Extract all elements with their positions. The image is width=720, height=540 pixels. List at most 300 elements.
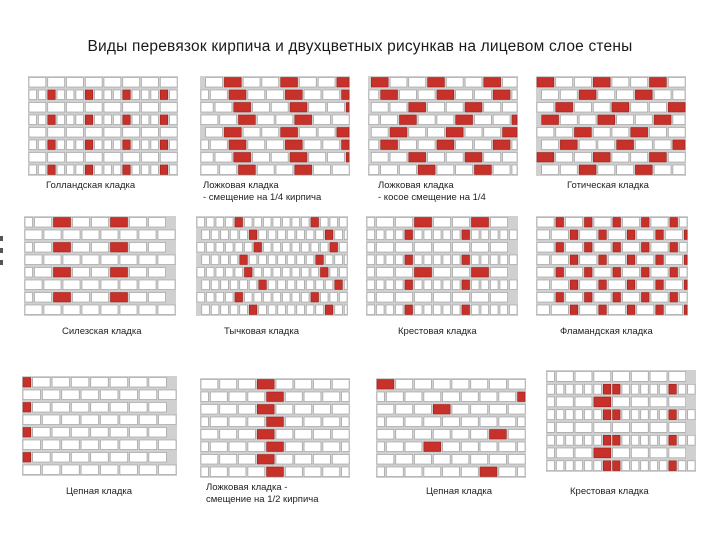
brick-white — [216, 243, 224, 253]
brick-white — [113, 140, 120, 150]
brick-white — [264, 268, 272, 278]
brick-red — [405, 305, 413, 315]
brick-white — [35, 243, 52, 253]
brick-red — [512, 115, 517, 125]
brick-white — [304, 467, 321, 477]
brick-red — [603, 435, 610, 445]
brick-white — [332, 380, 349, 390]
brick-red — [462, 230, 470, 240]
brick-white — [461, 467, 478, 477]
brick-white — [556, 153, 573, 163]
brick-white — [594, 410, 601, 420]
brick-white — [302, 268, 310, 278]
brick-white — [369, 115, 379, 125]
brick-white — [120, 390, 137, 400]
brick-white — [434, 280, 442, 290]
bond-pattern-header — [196, 216, 348, 316]
brick-red — [613, 218, 621, 228]
brick-white — [622, 384, 629, 394]
brick-white — [29, 103, 46, 113]
brick-white — [415, 243, 432, 253]
brick-white — [42, 465, 59, 475]
brick-red — [267, 467, 284, 477]
brick-white — [67, 90, 74, 100]
brick-white — [254, 293, 262, 303]
brick-white — [631, 410, 638, 420]
brick-red — [456, 115, 473, 125]
brick-white — [104, 103, 121, 113]
brick-white — [91, 378, 108, 388]
brick-white — [415, 380, 432, 390]
brick-white — [139, 255, 156, 265]
brick-white — [323, 442, 340, 452]
brick-white — [608, 280, 625, 290]
brick-white — [631, 78, 648, 88]
panel-caption — [378, 180, 486, 204]
brick-white — [283, 243, 291, 253]
brick-white — [62, 390, 79, 400]
brick-white — [500, 280, 508, 290]
brick-white — [650, 410, 657, 420]
brick-white — [340, 293, 348, 303]
brick-red — [585, 268, 593, 278]
bond-pattern-stretcher-half — [200, 378, 350, 478]
brick-white — [622, 461, 629, 471]
brick-white — [367, 268, 375, 278]
brick-white — [566, 384, 573, 394]
brick-white — [101, 255, 118, 265]
brick-white — [73, 243, 90, 253]
brick-red — [234, 103, 251, 113]
brick-white — [271, 153, 288, 163]
brick-white — [29, 90, 36, 100]
brick-white — [278, 280, 286, 290]
brick-white — [159, 465, 176, 475]
brick-red — [111, 218, 128, 228]
brick-white — [650, 397, 667, 407]
brick-white — [556, 128, 573, 138]
brick-white — [660, 410, 667, 420]
brick-white — [160, 128, 177, 138]
brick-white — [678, 384, 685, 394]
brick-white — [396, 243, 413, 253]
brick-white — [405, 467, 422, 477]
brick-red — [650, 78, 667, 88]
brick-white — [276, 405, 293, 415]
brick-white — [471, 380, 488, 390]
brick-white — [424, 417, 441, 427]
brick-white — [309, 153, 326, 163]
brick-white — [52, 453, 69, 463]
brick-white — [472, 230, 480, 240]
brick-white — [220, 115, 237, 125]
brick-white — [594, 218, 611, 228]
brick-white — [332, 430, 349, 440]
brick-white — [637, 230, 654, 240]
brick-red — [160, 140, 167, 150]
brick-red — [503, 128, 517, 138]
brick-red — [493, 90, 510, 100]
brick-white — [377, 280, 385, 290]
brick-red — [267, 442, 284, 452]
brick-red — [484, 78, 501, 88]
brick-red — [656, 230, 664, 240]
brick-white — [216, 268, 224, 278]
brick-white — [512, 90, 517, 100]
brick-white — [38, 140, 45, 150]
brick-white — [673, 165, 685, 175]
brick-white — [101, 415, 118, 425]
brick-white — [123, 103, 140, 113]
brick-white — [229, 392, 246, 402]
brick-white — [211, 280, 219, 290]
brick-white — [575, 153, 592, 163]
brick-red — [684, 280, 687, 290]
brick-white — [456, 140, 473, 150]
brick-white — [547, 372, 554, 382]
brick-white — [566, 461, 573, 471]
brick-white — [287, 280, 295, 290]
brick-white — [139, 440, 156, 450]
brick-white — [612, 78, 629, 88]
brick-white — [262, 78, 279, 88]
brick-white — [158, 255, 175, 265]
brick-white — [62, 415, 79, 425]
brick-red — [490, 430, 507, 440]
brick-white — [491, 230, 499, 240]
brick-white — [551, 280, 568, 290]
brick-white — [641, 461, 648, 471]
brick-red — [612, 103, 629, 113]
brick-white — [377, 305, 385, 315]
brick-white — [321, 243, 329, 253]
brick-white — [433, 380, 450, 390]
brick-white — [73, 293, 90, 303]
brick-white — [210, 467, 227, 477]
brick-white — [547, 423, 554, 433]
brick-wall-image — [376, 378, 526, 478]
brick-red — [23, 378, 31, 388]
brick-white — [123, 128, 140, 138]
brick-white — [130, 293, 147, 303]
brick-white — [95, 115, 102, 125]
brick-white — [386, 392, 403, 402]
brick-white — [139, 230, 156, 240]
brick-white — [120, 465, 137, 475]
brick-white — [226, 218, 234, 228]
brick-red — [570, 255, 578, 265]
brick-white — [575, 410, 582, 420]
brick-white — [688, 384, 695, 394]
brick-red — [585, 293, 593, 303]
brick-white — [151, 140, 158, 150]
brick-white — [85, 153, 102, 163]
brick-white — [91, 453, 108, 463]
brick-white — [226, 243, 234, 253]
brick-red — [342, 90, 349, 100]
brick-white — [424, 467, 441, 477]
brick-red — [650, 153, 667, 163]
brick-red — [518, 392, 525, 402]
brick-white — [149, 378, 166, 388]
brick-red — [239, 115, 256, 125]
brick-white — [537, 255, 549, 265]
brick-white — [95, 165, 102, 175]
brick-white — [342, 392, 349, 402]
brick-white — [386, 280, 394, 290]
brick-white — [245, 293, 253, 303]
brick-white — [142, 115, 149, 125]
brick-white — [434, 268, 451, 278]
brick-red — [160, 115, 167, 125]
brick-white — [594, 461, 601, 471]
brick-white — [400, 165, 417, 175]
brick-white — [254, 268, 262, 278]
brick-white — [415, 430, 432, 440]
brick-white — [428, 153, 445, 163]
brick-white — [512, 140, 517, 150]
brick-white — [456, 165, 473, 175]
brick-white — [390, 78, 407, 88]
brick-white — [142, 78, 159, 88]
brick-white — [67, 78, 84, 88]
brick-white — [325, 255, 333, 265]
brick-white — [120, 305, 137, 315]
brick-white — [680, 268, 688, 278]
brick-white — [377, 417, 384, 427]
caption-line: - смещение на 1/4 кирпича — [203, 192, 322, 203]
brick-white — [678, 435, 685, 445]
brick-white — [249, 255, 256, 265]
brick-red — [593, 153, 610, 163]
brick-white — [560, 115, 577, 125]
brick-white — [101, 465, 118, 475]
brick-red — [670, 268, 678, 278]
brick-red — [85, 140, 92, 150]
brick-white — [456, 90, 473, 100]
brick-white — [95, 140, 102, 150]
brick-white — [201, 392, 208, 402]
brick-white — [579, 115, 596, 125]
brick-white — [465, 128, 482, 138]
brick-white — [491, 280, 499, 290]
brick-white — [278, 255, 286, 265]
brick-white — [314, 430, 331, 440]
brick-white — [264, 243, 272, 253]
brick-red — [556, 218, 564, 228]
brick-white — [29, 153, 46, 163]
brick-white — [377, 230, 385, 240]
brick-white — [396, 218, 413, 228]
brick-white — [518, 417, 525, 427]
brick-white — [650, 461, 657, 471]
brick-white — [673, 115, 685, 125]
brick-red — [598, 115, 615, 125]
brick-red — [160, 90, 167, 100]
brick-white — [101, 230, 118, 240]
brick-white — [328, 103, 345, 113]
brick-white — [594, 384, 601, 394]
brick-white — [508, 455, 525, 465]
brick-white — [215, 153, 232, 163]
brick-white — [235, 243, 243, 253]
brick-white — [461, 392, 478, 402]
brick-white — [85, 78, 102, 88]
brick-white — [503, 103, 517, 113]
brick-red — [85, 90, 92, 100]
brick-white — [443, 305, 451, 315]
brick-white — [367, 305, 375, 315]
brick-red — [85, 165, 92, 175]
brick-white — [381, 115, 398, 125]
brick-red — [111, 268, 128, 278]
brick-white — [139, 415, 156, 425]
bond-pattern-holland — [28, 76, 178, 176]
brick-red — [85, 115, 92, 125]
brick-white — [617, 115, 634, 125]
brick-red — [642, 268, 650, 278]
brick-red — [656, 255, 664, 265]
brick-white — [537, 268, 554, 278]
brick-white — [91, 428, 108, 438]
brick-white — [424, 230, 432, 240]
brick-white — [499, 392, 516, 402]
brick-white — [491, 305, 499, 315]
brick-red — [415, 268, 432, 278]
brick-red — [570, 305, 578, 315]
brick-white — [287, 305, 295, 315]
brick-white — [594, 372, 611, 382]
brick-white — [623, 243, 640, 253]
brick-white — [484, 153, 501, 163]
brick-white — [221, 280, 229, 290]
brick-white — [434, 230, 442, 240]
brick-red — [570, 230, 578, 240]
panel-caption — [426, 486, 492, 498]
brick-white — [585, 435, 592, 445]
brick-red — [235, 218, 243, 228]
brick-white — [151, 115, 158, 125]
brick-white — [71, 378, 88, 388]
brick-red — [465, 153, 482, 163]
brick-red — [235, 293, 243, 303]
brick-red — [472, 268, 489, 278]
brick-red — [229, 140, 246, 150]
brick-white — [537, 230, 549, 240]
brick-white — [580, 305, 597, 315]
brick-white — [499, 467, 516, 477]
brick-white — [273, 218, 281, 228]
brick-white — [85, 103, 102, 113]
brick-white — [323, 90, 340, 100]
brick-red — [670, 293, 678, 303]
brick-white — [201, 140, 208, 150]
brick-red — [48, 90, 55, 100]
brick-white — [245, 218, 253, 228]
brick-white — [575, 397, 592, 407]
brick-white — [453, 243, 470, 253]
brick-white — [446, 103, 463, 113]
brick-red — [405, 230, 413, 240]
brick-red — [418, 165, 435, 175]
bond-pattern-stretcher-diagonal — [368, 76, 518, 176]
brick-white — [635, 115, 652, 125]
brick-white — [669, 448, 686, 458]
brick-white — [424, 280, 432, 290]
brick-red — [285, 90, 302, 100]
brick-white — [617, 90, 634, 100]
brick-white — [631, 423, 648, 433]
brick-white — [453, 305, 461, 315]
brick-red — [475, 165, 492, 175]
brick-white — [608, 305, 625, 315]
brick-white — [678, 461, 685, 471]
brick-white — [159, 415, 176, 425]
brick-red — [281, 128, 298, 138]
brick-white — [453, 280, 461, 290]
brick-red — [239, 165, 256, 175]
brick-red — [249, 230, 256, 240]
brick-wall-image — [536, 216, 688, 316]
brick-red — [627, 255, 635, 265]
brick-white — [415, 305, 423, 315]
brick-white — [631, 448, 648, 458]
brick-red — [346, 103, 349, 113]
brick-white — [575, 103, 592, 113]
brick-white — [29, 115, 36, 125]
brick-white — [267, 90, 284, 100]
brick-white — [654, 165, 671, 175]
brick-white — [344, 280, 347, 290]
brick-white — [622, 435, 629, 445]
brick-white — [556, 410, 563, 420]
brick-white — [130, 218, 147, 228]
brick-white — [92, 293, 109, 303]
panel-caption — [567, 180, 649, 192]
brick-red — [424, 442, 441, 452]
brick-white — [537, 243, 554, 253]
brick-red — [635, 165, 652, 175]
brick-white — [418, 115, 435, 125]
brick-white — [579, 140, 596, 150]
brick-white — [593, 128, 610, 138]
brick-white — [342, 442, 349, 452]
brick-white — [491, 293, 508, 303]
brick-white — [248, 417, 265, 427]
brick-white — [42, 440, 59, 450]
brick-red — [371, 78, 388, 88]
brick-white — [612, 153, 629, 163]
brick-red — [254, 243, 262, 253]
brick-white — [235, 268, 243, 278]
brick-white — [23, 390, 40, 400]
brick-white — [332, 455, 349, 465]
brick-white — [243, 128, 260, 138]
brick-red — [635, 90, 652, 100]
brick-white — [316, 280, 324, 290]
brick-white — [575, 448, 592, 458]
brick-white — [142, 140, 149, 150]
bond-pattern-gothic — [536, 76, 686, 176]
brick-white — [142, 103, 159, 113]
brick-red — [311, 293, 319, 303]
brick-white — [139, 280, 156, 290]
brick-white — [25, 268, 33, 278]
brick-white — [556, 78, 573, 88]
brick-white — [481, 230, 489, 240]
brick-white — [110, 378, 127, 388]
brick-white — [631, 372, 648, 382]
